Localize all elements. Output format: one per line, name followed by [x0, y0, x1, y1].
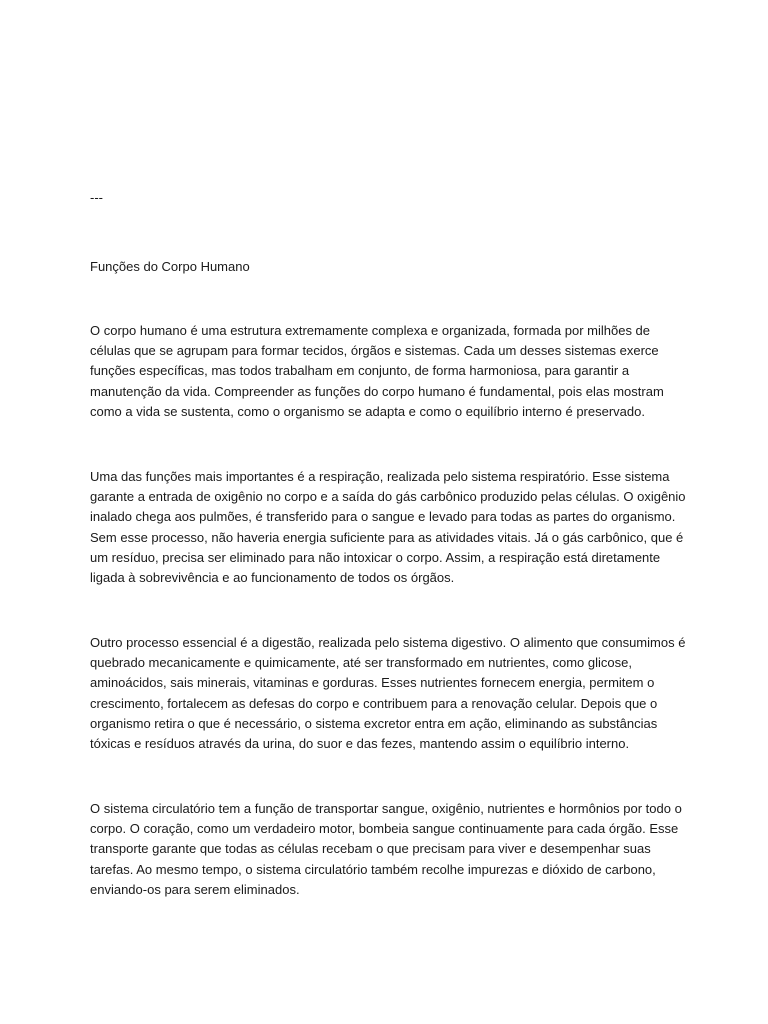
document-title: Funções do Corpo Humano	[90, 259, 250, 274]
paragraph-introduction: O corpo humano é uma estrutura extremamente complexa e organizada, formada por milhões de células que se agrupam para formar tecidos, órgãos e sistemas. Cada um desses sistemas exerce funções específicas, mas todos trabalham em conjunto, de forma harmoniosa, para garantir a manutenção da vida. Compreender as funções do corpo humano é fundamental, pois elas mostram como a vida se sustenta, como o organismo se adapta e como o equilíbrio interno é preservado.	[90, 323, 664, 419]
paragraph-respiration: Uma das funções mais importantes é a respiração, realizada pelo sistema respiratório. Esse sistema garante a entrada de oxigênio no corpo e a saída do gás carbônico produzido pelas células. O oxigênio inalado chega aos pulmões, é transferido para o sangue e levado para todas as partes do organismo. Sem esse processo, não haveria energia suficiente para as atividades vitais. Já o gás carbônico, que é um resíduo, precisa ser eliminado para não intoxicar o corpo. Assim, a respiração está diretamente ligada à sobrevivência e ao funcionamento de todos os órgãos.	[90, 469, 686, 586]
section-separator: ---	[90, 190, 103, 205]
paragraph-circulation: O sistema circulatório tem a função de transportar sangue, oxigênio, nutrientes e hormônios por todo o corpo. O coração, como um verdadeiro motor, bombeia sangue continuamente para cada órgão. Esse transporte garante que todas as células recebam o que precisam para viver e desempenhar suas tarefas. Ao mesmo tempo, o sistema circulatório também recolhe impurezas e dióxido de carbono, enviando-os para serem eliminados.	[90, 801, 682, 897]
paragraph-digestion: Outro processo essencial é a digestão, realizada pelo sistema digestivo. O alimento que consumimos é quebrado mecanicamente e quimicamente, até ser transformado em nutrientes, como glicose, aminoácidos, sais minerais, vitaminas e gorduras. Esses nutrientes fornecem energia, permitem o crescimento, fortalecem as defesas do corpo e contribuem para a renovação celular. Depois que o organismo retira o que é necessário, o sistema excretor entra em ação, eliminando as substâncias tóxicas e resíduos através da urina, do suor e das fezes, mantendo assim o equilíbrio interno.	[90, 635, 686, 752]
